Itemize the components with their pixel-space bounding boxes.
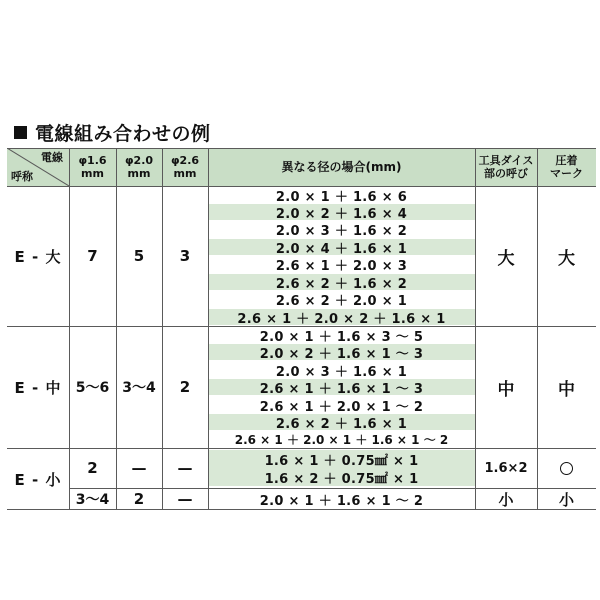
header-combinations: 異なる径の場合(mm): [208, 148, 475, 186]
header-mark: [537, 148, 596, 186]
header-die: [475, 148, 537, 186]
small-row2-d16: 3〜4: [75, 492, 110, 508]
combo-medium-7: 2.6 × 1 ＋ 2.0 × 1 ＋ 1.6 × 1 〜 2: [234, 432, 449, 447]
large-die: 大: [497, 248, 515, 269]
small-row1-die: 1.6×2: [484, 460, 528, 476]
header-corner-bottom: 呼称: [11, 170, 33, 183]
small-row-divider: [69, 488, 596, 489]
combo-large-7: 2.6 × 2 ＋ 2.0 × 1: [275, 293, 408, 309]
combo-medium-1: 2.0 × 1 ＋ 1.6 × 3 〜 5: [259, 329, 424, 345]
combo-small-1: 1.6 × 1 ＋ 0.75㎟ × 1: [208, 450, 475, 468]
header-d16: [69, 148, 116, 186]
combo-small-2: 1.6 × 2 ＋ 0.75㎟ × 1: [208, 468, 475, 486]
combo-large-3: 2.0 × 3 ＋ 1.6 × 2: [275, 223, 408, 239]
small-row1-d16: 2: [87, 459, 98, 477]
table-border-top: [7, 148, 596, 149]
group-label-medium: E - 中: [14, 378, 62, 397]
small-row2-d20: 2: [133, 490, 145, 508]
combo-large-4: 2.0 × 4 ＋ 1.6 × 1: [208, 239, 475, 255]
small-row2-mark: 小: [558, 490, 574, 509]
col-divider-6: [537, 148, 538, 510]
medium-d20: 3〜4: [122, 380, 156, 396]
header-d16-line2: mm: [81, 167, 104, 180]
group-divider-1: [7, 326, 596, 327]
header-d26-line2: mm: [173, 167, 197, 180]
combo-large-6: 2.6 × 2 ＋ 1.6 × 2: [208, 274, 475, 290]
title-text: 電線組み合わせの例: [35, 122, 211, 145]
col-divider-3: [162, 148, 163, 510]
group-divider-2: [7, 448, 596, 449]
header-mark-line2: マーク: [550, 167, 583, 180]
combo-large-2: 2.0 × 2 ＋ 1.6 × 4: [208, 204, 475, 220]
col-divider-5: [475, 148, 476, 510]
large-d16: 7: [87, 247, 98, 265]
combo-large-1: 2.0 × 1 ＋ 1.6 × 6: [275, 189, 408, 205]
large-mark: 大: [558, 248, 575, 269]
combo-medium-3: 2.0 × 3 ＋ 1.6 × 1: [275, 364, 408, 380]
header-divider: [7, 186, 596, 187]
header-d20: [116, 148, 162, 186]
small-row1-mark: [537, 448, 596, 488]
header-die-line2: 部の呼び: [484, 167, 528, 180]
header-d20-line2: mm: [127, 167, 151, 180]
col-divider-2: [116, 148, 117, 510]
medium-d16: 5〜6: [75, 380, 110, 396]
header-d20-line1: φ2.0: [124, 154, 154, 167]
small-row1-d26: —: [177, 459, 193, 477]
combo-large-8: 2.6 × 1 ＋ 2.0 × 2 ＋ 1.6 × 1: [208, 309, 475, 325]
header-die-line1: 工具ダイス: [478, 154, 534, 167]
col-divider-4: [208, 148, 209, 510]
large-d26: 3: [179, 247, 191, 265]
small-row2-d26: —: [177, 490, 193, 508]
circle-mark-icon: [560, 462, 573, 475]
combo-large-5: 2.6 × 1 ＋ 2.0 × 3: [275, 258, 408, 274]
header-mark-line1: 圧着: [555, 154, 578, 167]
header-d26: [162, 148, 208, 186]
combo-medium-2: 2.0 × 2 ＋ 1.6 × 1 〜 3: [208, 344, 475, 360]
header-d26-line1: φ2.6: [170, 154, 200, 167]
combo-small-3: 2.0 × 1 ＋ 1.6 × 1 〜 2: [259, 493, 424, 509]
combo-medium-5: 2.6 × 1 ＋ 2.0 × 1 〜 2: [259, 399, 424, 415]
medium-mark: 中: [558, 379, 575, 400]
large-d20: 5: [133, 247, 145, 265]
small-row2-die: 小: [498, 490, 514, 509]
small-row1-d20: —: [131, 459, 147, 477]
square-bullet-icon: [14, 126, 27, 139]
col-divider-1: [69, 148, 70, 510]
header-d16-line1: φ1.6: [78, 154, 107, 167]
medium-die: 中: [497, 379, 515, 400]
combo-medium-6: 2.6 × 2 ＋ 1.6 × 1: [208, 414, 475, 430]
header-corner: [7, 148, 69, 186]
group-label-small: E - 小: [14, 470, 62, 489]
medium-d26: 2: [179, 378, 191, 396]
combo-medium-4: 2.6 × 1 ＋ 1.6 × 1 〜 3: [208, 379, 475, 395]
header-corner-top: 電線: [41, 151, 63, 164]
section-title: [14, 120, 211, 144]
group-label-large: E - 大: [14, 247, 62, 266]
wire-combination-table: [7, 148, 596, 510]
table-border-bottom: [7, 509, 596, 510]
